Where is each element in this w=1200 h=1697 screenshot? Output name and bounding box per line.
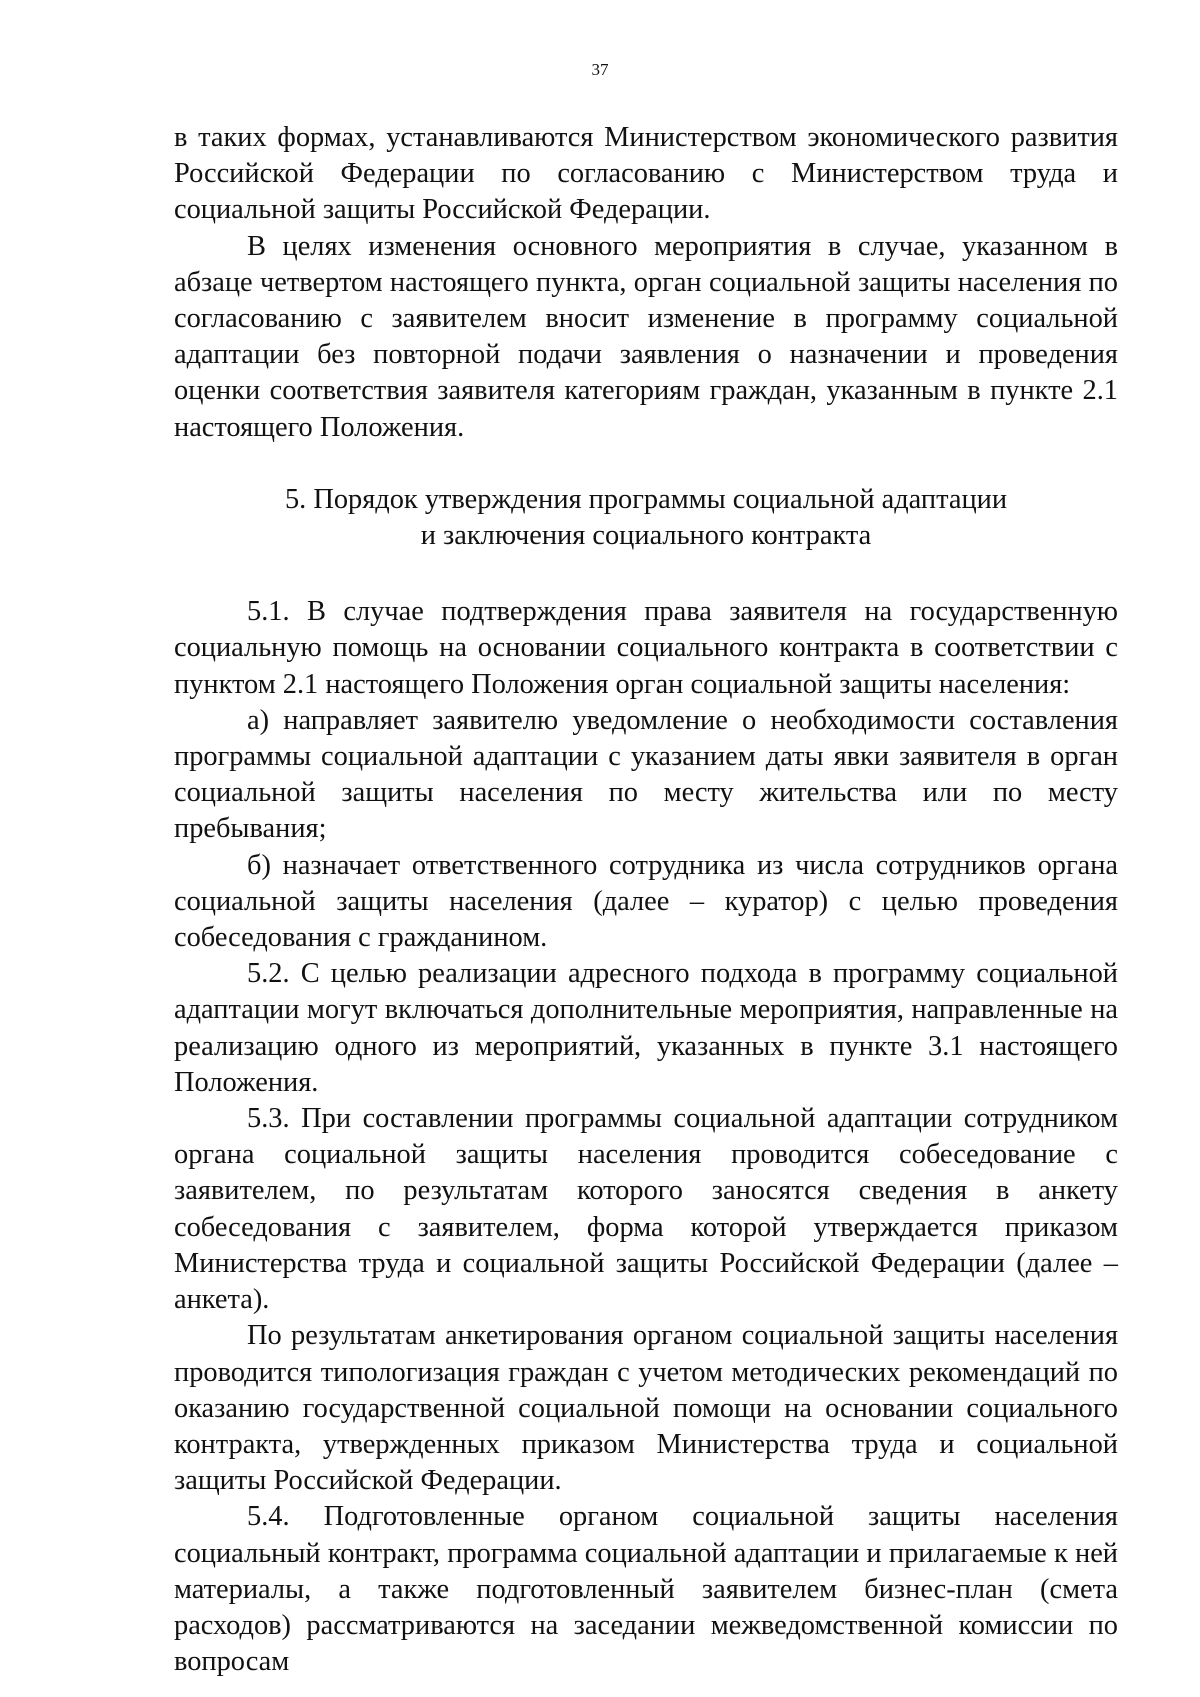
paragraph: 5.1. В случае подтверждения права заявителя на государственную социальную помощь на основании социального контракта в соответствии с пунктом 2.1 настоящего Положения орган социальной защиты населения: (174, 596, 1118, 700)
section-heading (174, 482, 1118, 554)
list-item: а) направляет заявителю уведомление о необходимости составления программы социальной адаптации с указанием даты явки заявителя в орган социальной защиты населения по месту жительства или по месту пребывания; (174, 704, 1118, 845)
paragraph: 5.2. С целью реализации адресного подхода в программу социальной адаптации могут включаться дополнительные мероприятия, направленные на реализацию одного из мероприятий, указанных в пункте 3.1 настоящего Положения. (174, 958, 1118, 1098)
paragraph: По результатам анкетирования органом социальной защиты населения проводится типологизация граждан с учетом методических рекомендаций по оказанию государственной социальной помощи на основании социального контракта, утвержденных приказом Министерства труда и социальной защиты Российской Федерации. (174, 1320, 1118, 1497)
paragraph: в таких формах, устанавливаются Министерством экономического развития Российской Федерации по согласованию с Министерством труда и социальной защиты Российской Федерации. (174, 122, 1118, 226)
document-body (174, 120, 1118, 1680)
paragraph: В целях изменения основного мероприятия в случае, указанном в абзаце четвертом настоящего пункта, орган социальной защиты населения по согласованию с заявителем вносит изменение в программу социальной адаптации без повторной подачи заявления о назначении и проведения оценки соответствия заявителя категориям граждан, указанным в пункте 2.1 настоящего Положения. (174, 230, 1118, 443)
section-heading-line: и заключения социального контракта (420, 520, 872, 552)
paragraph: 5.3. При составлении программы социальной адаптации сотрудником органа социальной защиты населения проводится собеседование с заявителем, по результатам которого заносятся сведения в анкету собеседования с заявителем, форма которой утверждается приказом Министерства труда и социальной защиты Российской Федерации (далее – анкета). (174, 1103, 1118, 1316)
page-number: 37 (591, 60, 609, 79)
list-item: б) назначает ответственного сотрудника из числа сотрудников органа социальной защиты населения (далее – куратор) с целью проведения собеседования с гражданином. (174, 849, 1118, 954)
paragraph: 5.4. Подготовленные органом социальной защиты населения социальный контракт, программа социальной адаптации и прилагаемые к ней материалы, а также подготовленный заявителем бизнес-план (смета расходов) рассматриваются на заседании межведомственной комиссии по вопросам (174, 1501, 1118, 1678)
section-heading-line: 5. Порядок утверждения программы социальной адаптации (284, 483, 1008, 515)
